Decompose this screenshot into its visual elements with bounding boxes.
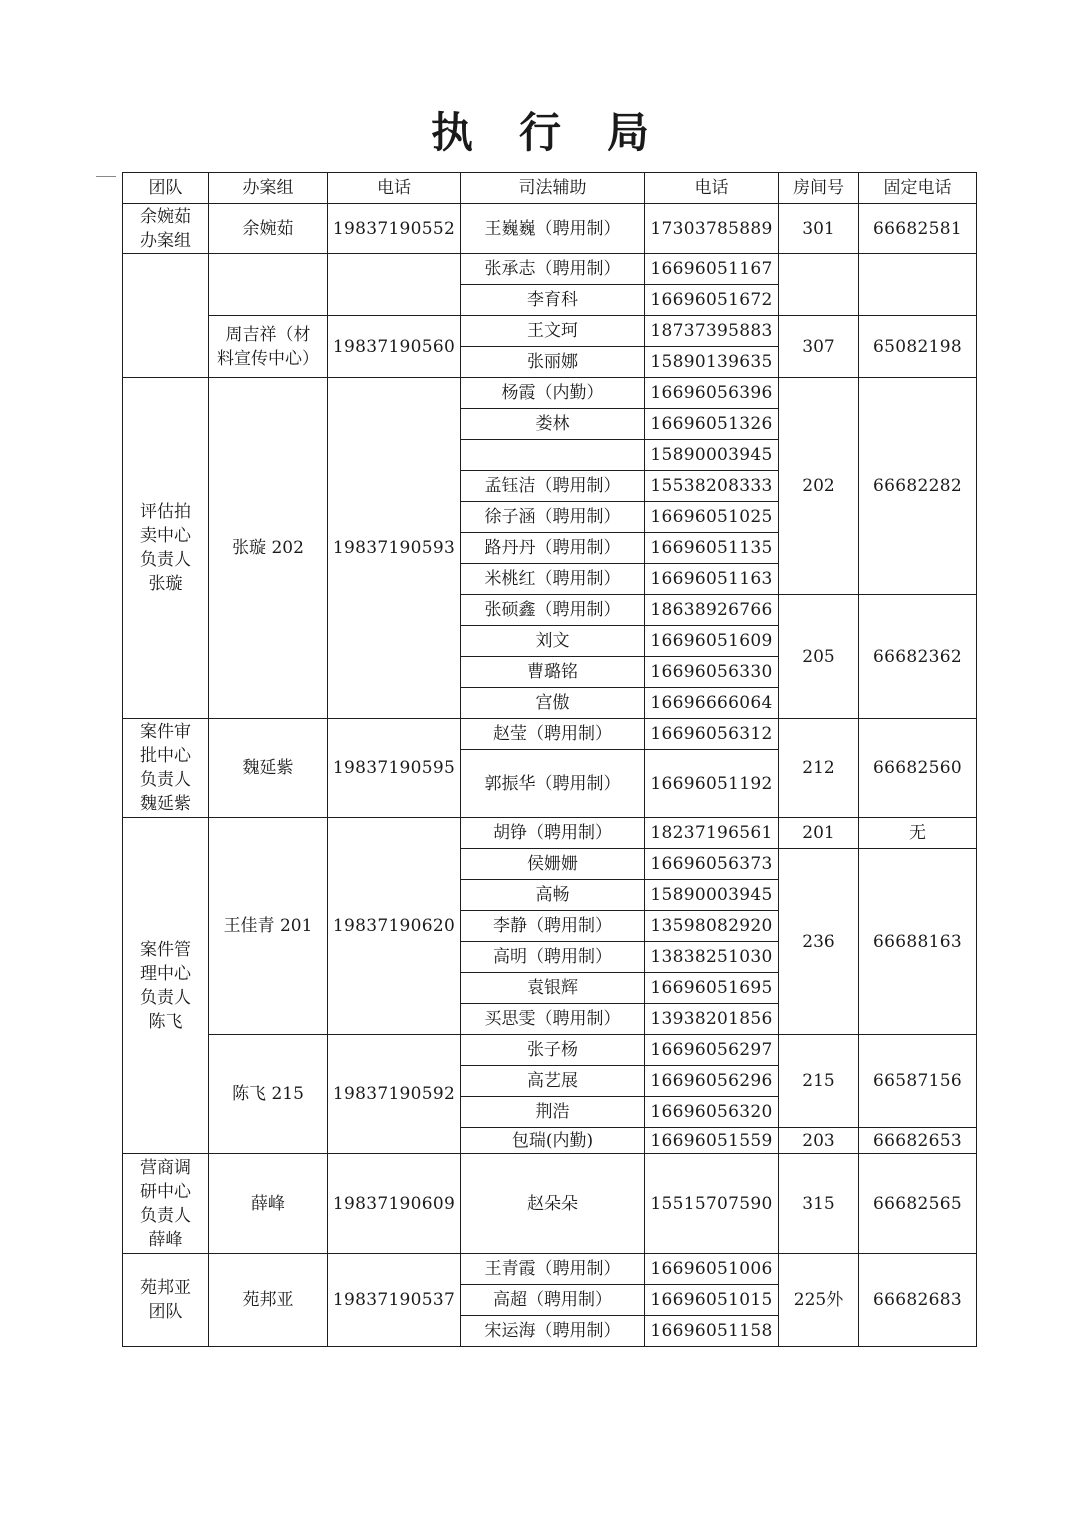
group-name-cell bbox=[209, 254, 328, 316]
assistant-phone-cell: 18237196561 bbox=[645, 818, 779, 849]
assistant-name-cell: 王巍巍（聘用制） bbox=[461, 204, 645, 254]
assistant-name-cell: 张硕鑫（聘用制） bbox=[461, 595, 645, 626]
team-cell: 苑邦亚 团队 bbox=[123, 1254, 209, 1347]
room-cell: 212 bbox=[779, 719, 859, 818]
fixed-phone-cell: 66682683 bbox=[859, 1254, 977, 1347]
assistant-phone-cell: 16696051158 bbox=[645, 1316, 779, 1347]
fixed-phone-cell: 66682282 bbox=[859, 378, 977, 595]
room-cell bbox=[779, 254, 859, 316]
assistant-name-cell: 郭振华（聘用制） bbox=[461, 750, 645, 818]
room-cell: 315 bbox=[779, 1154, 859, 1254]
group-phone-cell: 19837190620 bbox=[328, 818, 461, 1035]
table-row bbox=[123, 719, 977, 750]
assistant-phone-cell: 16696056296 bbox=[645, 1066, 779, 1097]
assistant-phone-cell: 15890003945 bbox=[645, 440, 779, 471]
assistant-phone-cell: 16696051559 bbox=[645, 1128, 779, 1154]
assistant-name-cell: 胡铮（聘用制） bbox=[461, 818, 645, 849]
assistant-name-cell: 赵莹（聘用制） bbox=[461, 719, 645, 750]
assistant-name-cell: 高畅 bbox=[461, 880, 645, 911]
header-group-phone: 电话 bbox=[328, 173, 461, 204]
group-name-cell: 魏延紫 bbox=[209, 719, 328, 818]
group-name-cell: 张璇 202 bbox=[209, 378, 328, 719]
assistant-phone-cell: 15515707590 bbox=[645, 1154, 779, 1254]
header-row bbox=[123, 173, 977, 204]
header-room: 房间号 bbox=[779, 173, 859, 204]
assistant-phone-cell: 16696051006 bbox=[645, 1254, 779, 1285]
table-row bbox=[123, 1254, 977, 1285]
assistant-phone-cell: 16696051015 bbox=[645, 1285, 779, 1316]
group-phone-cell: 19837190593 bbox=[328, 378, 461, 719]
assistant-name-cell: 侯姗姗 bbox=[461, 849, 645, 880]
room-cell: 225外 bbox=[779, 1254, 859, 1347]
assistant-name-cell: 张子杨 bbox=[461, 1035, 645, 1066]
assistant-phone-cell: 15890003945 bbox=[645, 880, 779, 911]
fixed-phone-cell: 66682565 bbox=[859, 1154, 977, 1254]
team-cell bbox=[123, 254, 209, 378]
assistant-name-cell: 王青霞（聘用制） bbox=[461, 1254, 645, 1285]
assistant-phone-cell: 16696051025 bbox=[645, 502, 779, 533]
table-row bbox=[123, 1154, 977, 1254]
assistant-phone-cell: 16696051326 bbox=[645, 409, 779, 440]
group-phone-cell: 19837190560 bbox=[328, 316, 461, 378]
fixed-phone-cell: 66682362 bbox=[859, 595, 977, 719]
assistant-phone-cell: 16696056297 bbox=[645, 1035, 779, 1066]
header-case-group: 办案组 bbox=[209, 173, 328, 204]
group-name-cell: 余婉茹 bbox=[209, 204, 328, 254]
team-cell: 余婉茹 办案组 bbox=[123, 204, 209, 254]
group-name-cell: 薛峰 bbox=[209, 1154, 328, 1254]
room-cell: 236 bbox=[779, 849, 859, 1035]
assistant-name-cell: 荆浩 bbox=[461, 1097, 645, 1128]
staff-table bbox=[122, 172, 977, 1347]
assistant-name-cell: 宋运海（聘用制） bbox=[461, 1316, 645, 1347]
assistant-phone-cell: 15890139635 bbox=[645, 347, 779, 378]
table-row bbox=[123, 254, 977, 285]
assistant-phone-cell: 16696051609 bbox=[645, 626, 779, 657]
fixed-phone-cell: 66688163 bbox=[859, 849, 977, 1035]
scan-mark bbox=[96, 176, 116, 177]
group-name-cell: 苑邦亚 bbox=[209, 1254, 328, 1347]
page-title: 执行局 bbox=[430, 108, 695, 157]
assistant-phone-cell: 16696051672 bbox=[645, 285, 779, 316]
assistant-name-cell: 李育科 bbox=[461, 285, 645, 316]
table-row bbox=[123, 1035, 977, 1066]
table-row bbox=[123, 316, 977, 347]
assistant-name-cell: 曹璐铭 bbox=[461, 657, 645, 688]
room-cell: 307 bbox=[779, 316, 859, 378]
assistant-phone-cell: 13938201856 bbox=[645, 1004, 779, 1035]
assistant-phone-cell: 17303785889 bbox=[645, 204, 779, 254]
assistant-phone-cell: 16696051695 bbox=[645, 973, 779, 1004]
fixed-phone-cell: 66682653 bbox=[859, 1128, 977, 1154]
assistant-phone-cell: 16696056396 bbox=[645, 378, 779, 409]
assistant-phone-cell: 16696666064 bbox=[645, 688, 779, 719]
room-cell: 215 bbox=[779, 1035, 859, 1128]
group-name-cell: 陈飞 215 bbox=[209, 1035, 328, 1154]
assistant-name-cell: 张丽娜 bbox=[461, 347, 645, 378]
assistant-name-cell: 赵朵朵 bbox=[461, 1154, 645, 1254]
fixed-phone-cell: 无 bbox=[859, 818, 977, 849]
table-row bbox=[123, 818, 977, 849]
team-cell: 营商调 研中心 负责人 薛峰 bbox=[123, 1154, 209, 1254]
team-cell: 案件管 理中心 负责人 陈飞 bbox=[123, 818, 209, 1154]
assistant-phone-cell: 13838251030 bbox=[645, 942, 779, 973]
assistant-name-cell: 米桃红（聘用制） bbox=[461, 564, 645, 595]
group-name-cell: 王佳青 201 bbox=[209, 818, 328, 1035]
assistant-name-cell: 刘文 bbox=[461, 626, 645, 657]
group-phone-cell: 19837190552 bbox=[328, 204, 461, 254]
assistant-name-cell: 高超（聘用制） bbox=[461, 1285, 645, 1316]
assistant-name-cell: 张承志（聘用制） bbox=[461, 254, 645, 285]
assistant-name-cell: 袁银辉 bbox=[461, 973, 645, 1004]
assistant-name-cell bbox=[461, 440, 645, 471]
assistant-name-cell: 高艺展 bbox=[461, 1066, 645, 1097]
assistant-name-cell: 宫傲 bbox=[461, 688, 645, 719]
fixed-phone-cell: 65082198 bbox=[859, 316, 977, 378]
fixed-phone-cell: 66682560 bbox=[859, 719, 977, 818]
assistant-phone-cell: 16696056320 bbox=[645, 1097, 779, 1128]
assistant-phone-cell: 16696051163 bbox=[645, 564, 779, 595]
assistant-phone-cell: 18638926766 bbox=[645, 595, 779, 626]
assistant-name-cell: 路丹丹（聘用制） bbox=[461, 533, 645, 564]
assistant-phone-cell: 16696051167 bbox=[645, 254, 779, 285]
group-phone-cell: 19837190592 bbox=[328, 1035, 461, 1154]
room-cell: 202 bbox=[779, 378, 859, 595]
table-row bbox=[123, 204, 977, 254]
assistant-name-cell: 李静（聘用制） bbox=[461, 911, 645, 942]
assistant-phone-cell: 16696056373 bbox=[645, 849, 779, 880]
fixed-phone-cell: 66682581 bbox=[859, 204, 977, 254]
group-phone-cell: 19837190595 bbox=[328, 719, 461, 818]
fixed-phone-cell: 66587156 bbox=[859, 1035, 977, 1128]
assistant-phone-cell: 15538208333 bbox=[645, 471, 779, 502]
room-cell: 205 bbox=[779, 595, 859, 719]
team-cell: 案件审 批中心 负责人 魏延紫 bbox=[123, 719, 209, 818]
header-assistant-phone: 电话 bbox=[645, 173, 779, 204]
header-assistant: 司法辅助 bbox=[461, 173, 645, 204]
assistant-phone-cell: 16696056330 bbox=[645, 657, 779, 688]
assistant-name-cell: 高明（聘用制） bbox=[461, 942, 645, 973]
header-team: 团队 bbox=[123, 173, 209, 204]
room-cell: 201 bbox=[779, 818, 859, 849]
room-cell: 203 bbox=[779, 1128, 859, 1154]
team-cell: 评估拍 卖中心 负责人 张璇 bbox=[123, 378, 209, 719]
assistant-phone-cell: 13598082920 bbox=[645, 911, 779, 942]
assistant-phone-cell: 18737395883 bbox=[645, 316, 779, 347]
assistant-name-cell: 包瑞(内勤) bbox=[461, 1128, 645, 1154]
assistant-name-cell: 杨霞（内勤） bbox=[461, 378, 645, 409]
assistant-phone-cell: 16696051135 bbox=[645, 533, 779, 564]
group-name-cell: 周吉祥（材 料宣传中心） bbox=[209, 316, 328, 378]
group-phone-cell: 19837190609 bbox=[328, 1154, 461, 1254]
group-phone-cell: 19837190537 bbox=[328, 1254, 461, 1347]
table-row bbox=[123, 378, 977, 409]
assistant-phone-cell: 16696051192 bbox=[645, 750, 779, 818]
assistant-name-cell: 孟钰洁（聘用制） bbox=[461, 471, 645, 502]
assistant-name-cell: 徐子涵（聘用制） bbox=[461, 502, 645, 533]
assistant-phone-cell: 16696056312 bbox=[645, 719, 779, 750]
fixed-phone-cell bbox=[859, 254, 977, 316]
group-phone-cell bbox=[328, 254, 461, 316]
assistant-name-cell: 娄林 bbox=[461, 409, 645, 440]
assistant-name-cell: 买思雯（聘用制） bbox=[461, 1004, 645, 1035]
assistant-name-cell: 王文珂 bbox=[461, 316, 645, 347]
room-cell: 301 bbox=[779, 204, 859, 254]
header-fixed-phone: 固定电话 bbox=[859, 173, 977, 204]
